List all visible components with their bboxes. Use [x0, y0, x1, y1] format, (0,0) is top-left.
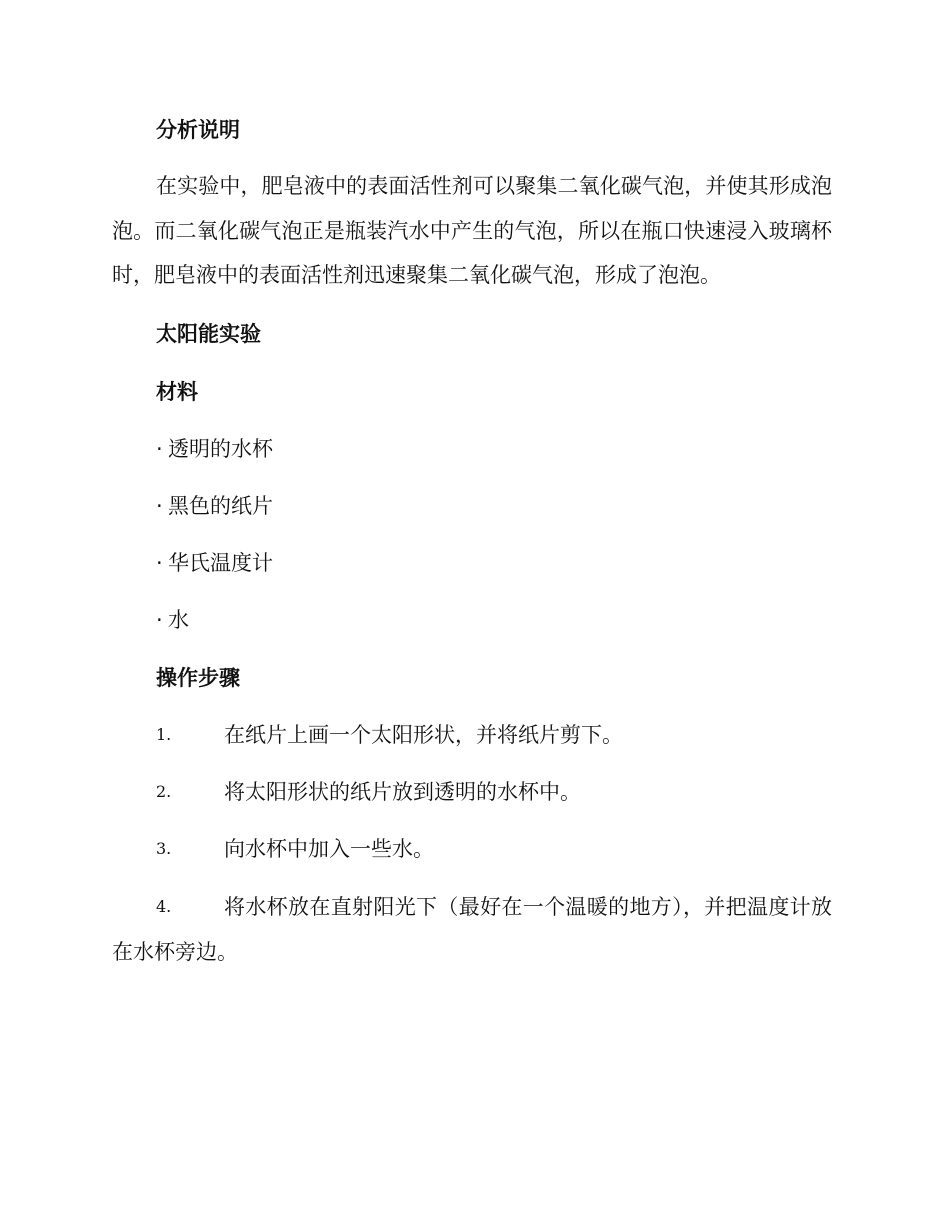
material-text: 水: [168, 608, 189, 632]
material-text: 黑色的纸片: [168, 494, 273, 518]
material-text: 华氏温度计: [168, 551, 273, 575]
material-text: 透明的水杯: [168, 437, 273, 461]
materials-heading: 材料: [156, 380, 198, 404]
list-item: [156, 549, 273, 577]
steps-heading: 操作步骤: [156, 666, 240, 690]
step-text: 在纸片上画一个太阳形状，并将纸片剪下。: [224, 723, 623, 747]
step-text: 将水杯放在直射阳光下（最好在一个温暖的地方），并把温度计放在水杯旁边。: [112, 895, 832, 964]
step-text: 向水杯中加入一些水。: [224, 837, 434, 861]
list-item: [156, 492, 273, 520]
bullet-mark: ·: [156, 437, 163, 461]
list-item: [112, 713, 832, 758]
list-item: [156, 435, 273, 463]
list-item: [112, 827, 832, 872]
step-number: 4.: [156, 897, 172, 916]
solar-experiment-heading: 太阳能实验: [156, 322, 261, 346]
step-number: 2.: [156, 782, 172, 801]
analysis-paragraph: 在实验中，肥皂液中的表面活性剂可以聚集二氧化碳气泡，并使其形成泡泡。而二氧化碳气泡正是瓶装汽水中产生的气泡，所以在瓶口快速浸入玻璃杯时，肥皂液中的表面活性剂迅速聚集二氧化碳气泡，形成了泡泡。: [112, 174, 832, 287]
step-number: 3.: [156, 839, 172, 858]
analysis-heading: 分析说明: [156, 118, 240, 142]
list-item: [112, 885, 832, 974]
list-item: [112, 770, 832, 815]
step-number: 1.: [156, 725, 172, 744]
list-item: [156, 606, 189, 634]
step-text: 将太阳形状的纸片放到透明的水杯中。: [224, 780, 581, 804]
bullet-mark: ·: [156, 494, 163, 518]
bullet-mark: ·: [156, 551, 163, 575]
bullet-mark: ·: [156, 608, 163, 632]
